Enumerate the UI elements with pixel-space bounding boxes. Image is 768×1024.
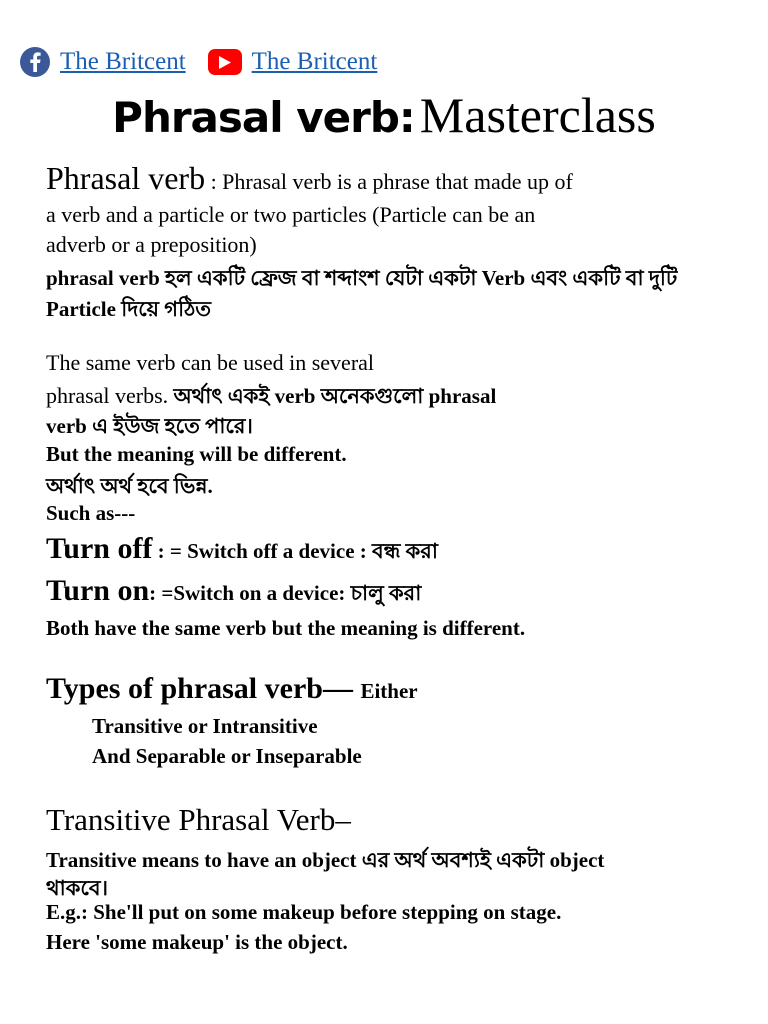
example-turn-on	[46, 574, 421, 612]
title-handwritten: Phrasal verb:	[112, 93, 415, 142]
example-turn-off	[46, 532, 438, 570]
types-either: Either	[360, 679, 418, 703]
turn-off-term: Turn off	[46, 532, 153, 565]
definition-line-1	[46, 160, 573, 197]
examples-summary: Both have the same verb but the meaning is different.	[46, 616, 526, 640]
definition-bengali-2: Particle দিয়ে গঠিত	[46, 297, 212, 321]
same-verb-line-6: Such as---	[46, 501, 136, 525]
types-dash: —	[322, 672, 361, 705]
same-verb-line-3: verb এ ইউজ হতে পারে।	[46, 414, 253, 438]
transitive-heading: Transitive Phrasal Verb–	[46, 802, 351, 837]
turn-on-definition: : =Switch on a device: চালু করা	[149, 581, 422, 605]
facebook-link[interactable]: The Britcent	[60, 48, 186, 75]
definition-bengali-1: phrasal verb হল একটি ফ্রেজ বা শব্দাংশ যেটা একটা Verb এবং একটি বা দুটি	[46, 266, 678, 290]
page-title	[0, 86, 768, 144]
same-verb-bengali: অর্থাৎ একই verb অনেকগুলো phrasal	[168, 384, 497, 408]
facebook-icon[interactable]	[20, 47, 50, 77]
transitive-line-2: থাকবে।	[46, 876, 109, 900]
types-item-2: And Separable or Inseparable	[92, 744, 362, 768]
same-verb-line-1: The same verb can be used in several	[46, 350, 375, 375]
youtube-icon[interactable]	[208, 49, 242, 75]
types-item-1: Transitive or Intransitive	[92, 714, 318, 738]
same-verb-text: phrasal verbs.	[46, 383, 169, 408]
definition-line-3: adverb or a preposition)	[46, 232, 257, 257]
transitive-line-1: Transitive means to have an object এর অর্থ অবশ্যই একটা object	[46, 848, 605, 872]
transitive-object-note: Here 'some makeup' is the object.	[46, 930, 348, 954]
types-heading-line	[46, 672, 418, 706]
title-serif: Masterclass	[419, 87, 656, 143]
transitive-example: E.g.: She'll put on some makeup before stepping on stage.	[46, 900, 562, 924]
social-links	[20, 44, 377, 80]
turn-on-term: Turn on	[46, 574, 150, 607]
same-verb-line-4: But the meaning will be different.	[46, 442, 347, 466]
turn-off-definition: : = Switch off a device : বন্ধ করা	[152, 539, 438, 563]
same-verb-line-5: অর্থাৎ অর্থ হবে ভিন্ন.	[46, 474, 213, 498]
definition-line-2: a verb and a particle or two particles (Particle can be an	[46, 202, 536, 227]
youtube-link[interactable]: The Britcent	[251, 48, 378, 75]
definition-text: : Phrasal verb is a phrase that made up of	[205, 169, 573, 194]
types-heading: Types of phrasal verb	[46, 672, 323, 705]
definition-heading: Phrasal verb	[46, 160, 206, 196]
